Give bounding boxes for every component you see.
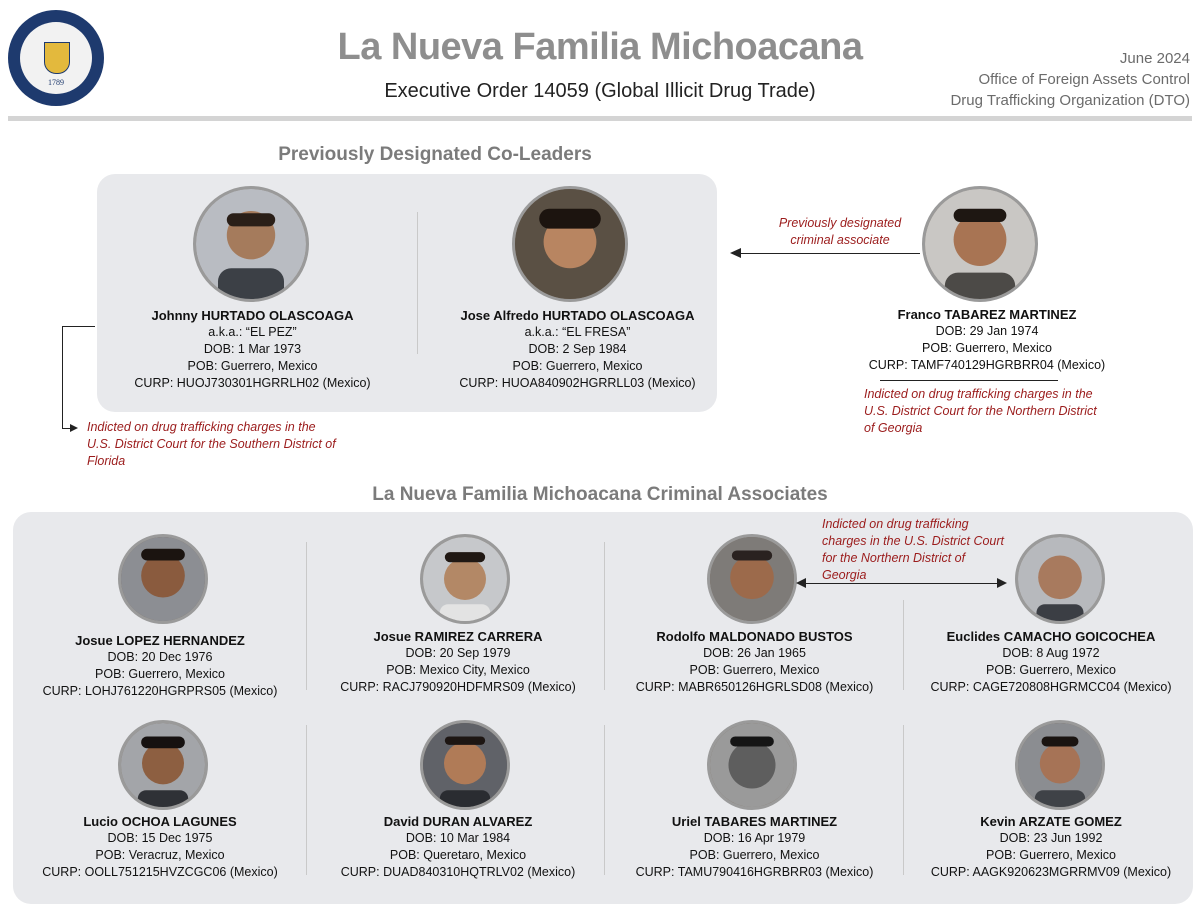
associate-card-6 xyxy=(318,813,598,881)
person-dob: DOB: 1 Mar 1973 xyxy=(203,342,302,356)
page-title: La Nueva Familia Michoacana xyxy=(337,26,863,68)
person-curp: CURP: HUOJ730301HGRRLH02 (Mexico) xyxy=(134,376,371,390)
panel-divider xyxy=(604,725,605,875)
person-name: Franco TABAREZ MARTINEZ xyxy=(897,307,1077,322)
person-pob: POB: Guerrero, Mexico xyxy=(512,359,643,373)
photo-rodolfo-maldonado xyxy=(707,534,797,624)
person-dob: DOB: 2 Sep 1984 xyxy=(528,342,627,356)
person-name: Josue RAMIREZ CARRERA xyxy=(373,629,543,644)
section-heading-leaders: Previously Designated Co-Leaders xyxy=(278,144,592,165)
seal-year: 1789 xyxy=(48,78,64,87)
photo-lucio-ochoa xyxy=(118,720,208,810)
person-dob: DOB: 10 Mar 1984 xyxy=(405,831,511,845)
person-name: Johnny HURTADO OLASCOAGA xyxy=(151,308,354,323)
person-pob: POB: Guerrero, Mexico xyxy=(689,848,820,862)
leader-card-1 xyxy=(120,307,385,392)
person-pob: POB: Guerrero, Mexico xyxy=(922,341,1052,355)
photo-josue-lopez xyxy=(118,534,208,624)
person-dob: DOB: 26 Jan 1965 xyxy=(703,646,806,660)
panel-divider xyxy=(306,725,307,875)
leader-card-2 xyxy=(440,307,715,392)
photo-euclides-camacho xyxy=(1015,534,1105,624)
person-aka: a.k.a.: “EL FRESA” xyxy=(524,325,631,339)
panel-divider xyxy=(903,725,904,875)
person-name: Uriel TABARES MARTINEZ xyxy=(671,814,838,829)
shield-icon xyxy=(44,42,70,74)
person-dob: DOB: 20 Sep 1979 xyxy=(405,646,511,660)
header-office: Office of Foreign Assets Control xyxy=(978,71,1190,88)
photo-kevin-arzate xyxy=(1015,720,1105,810)
associate-card-7 xyxy=(612,813,897,881)
person-name: Jose Alfredo HURTADO OLASCOAGA xyxy=(460,308,695,323)
photo-jose-alfredo-hurtado xyxy=(512,186,628,302)
connector-line xyxy=(62,326,95,327)
person-curp: CURP: TAMF740129HGRBRR04 (Mexico) xyxy=(868,358,1106,372)
person-dob: DOB: 23 Jun 1992 xyxy=(999,831,1103,845)
person-dob: DOB: 20 Dec 1976 xyxy=(107,650,213,664)
person-curp: CURP: LOHJ761220HGRPRS05 (Mexico) xyxy=(42,684,278,698)
person-curp: CURP: TAMU790416HGRBRR03 (Mexico) xyxy=(635,865,874,879)
person-name: David DURAN ALVAREZ xyxy=(383,814,533,829)
connector-line xyxy=(740,253,920,254)
note-franco-indicted: Indicted on drug trafficking charges in the U.S. District Court for the Northern District of Georgia xyxy=(864,387,1097,435)
note-previously-designated: Previously designated criminal associate xyxy=(778,216,902,247)
associate-card-2 xyxy=(318,628,598,696)
associate-card-3 xyxy=(612,628,897,696)
arrow-right-icon xyxy=(997,578,1007,588)
person-aka: a.k.a.: “EL PEZ” xyxy=(208,325,297,339)
associate-card-5 xyxy=(20,813,300,881)
person-dob: DOB: 16 Apr 1979 xyxy=(703,831,806,845)
person-pob: POB: Queretaro, Mexico xyxy=(389,848,527,862)
associate-card-8 xyxy=(910,813,1192,881)
person-pob: POB: Guerrero, Mexico xyxy=(986,663,1116,677)
person-pob: POB: Guerrero, Mexico xyxy=(95,667,225,681)
person-pob: POB: Guerrero, Mexico xyxy=(187,359,318,373)
photo-david-duran xyxy=(420,720,510,810)
person-curp: CURP: HUOA840902HGRRLL03 (Mexico) xyxy=(459,376,696,390)
connector-line xyxy=(880,380,1058,381)
person-dob: DOB: 15 Dec 1975 xyxy=(107,831,213,845)
header-date: June 2024 xyxy=(1119,50,1190,67)
person-pob: POB: Guerrero, Mexico xyxy=(986,848,1116,862)
section-heading-associates: La Nueva Familia Michoacana Criminal Associates xyxy=(372,484,828,505)
panel-divider xyxy=(417,212,418,354)
person-name: Kevin ARZATE GOMEZ xyxy=(980,814,1122,829)
person-dob: DOB: 8 Aug 1972 xyxy=(1002,646,1100,660)
associate-card-1 xyxy=(20,632,300,700)
note-associates-indicted: Indicted on drug trafficking charges in the U.S. District Court for the Northern District of Georgia xyxy=(822,517,1005,582)
treasury-seal-logo xyxy=(8,10,104,106)
connector-line xyxy=(62,326,63,428)
arrow-left-icon xyxy=(796,578,806,588)
header-divider xyxy=(8,116,1192,121)
page-subtitle: Executive Order 14059 (Global Illicit Drug Trade) xyxy=(384,80,816,102)
franco-card xyxy=(858,306,1116,374)
person-pob: POB: Guerrero, Mexico xyxy=(689,663,820,677)
person-pob: POB: Mexico City, Mexico xyxy=(386,663,530,677)
person-name: Lucio OCHOA LAGUNES xyxy=(83,814,237,829)
note-leaders-indicted: Indicted on drug trafficking charges in the U.S. District Court for the Southern District of Florida xyxy=(87,420,336,468)
person-curp: CURP: RACJ790920HDFMRS09 (Mexico) xyxy=(340,680,576,694)
person-curp: CURP: MABR650126HGRLSD08 (Mexico) xyxy=(635,680,874,694)
person-name: Josue LOPEZ HERNANDEZ xyxy=(75,633,245,648)
header-category: Drug Trafficking Organization (DTO) xyxy=(950,92,1190,109)
person-curp: CURP: CAGE720808HGRMCC04 (Mexico) xyxy=(930,680,1172,694)
photo-franco-tabarez xyxy=(922,186,1038,302)
person-curp: CURP: OOLL751215HVZCGC06 (Mexico) xyxy=(42,865,278,879)
person-curp: CURP: AAGK920623MGRRMV09 (Mexico) xyxy=(930,865,1172,879)
photo-uriel-tabares xyxy=(707,720,797,810)
panel-divider xyxy=(903,600,904,690)
associate-card-4 xyxy=(910,628,1192,696)
photo-josue-ramirez xyxy=(420,534,510,624)
person-pob: POB: Veracruz, Mexico xyxy=(95,848,225,862)
person-curp: CURP: DUAD840310HQTRLV02 (Mexico) xyxy=(340,865,576,879)
person-dob: DOB: 29 Jan 1974 xyxy=(935,324,1039,338)
panel-divider xyxy=(306,542,307,690)
connector-line xyxy=(804,583,1000,584)
panel-divider xyxy=(604,542,605,690)
person-name: Euclides CAMACHO GOICOCHEA xyxy=(946,629,1156,644)
person-name: Rodolfo MALDONADO BUSTOS xyxy=(656,629,853,644)
arrow-left-icon xyxy=(730,248,741,258)
arrow-right-icon xyxy=(70,424,78,432)
photo-johnny-hurtado xyxy=(193,186,309,302)
